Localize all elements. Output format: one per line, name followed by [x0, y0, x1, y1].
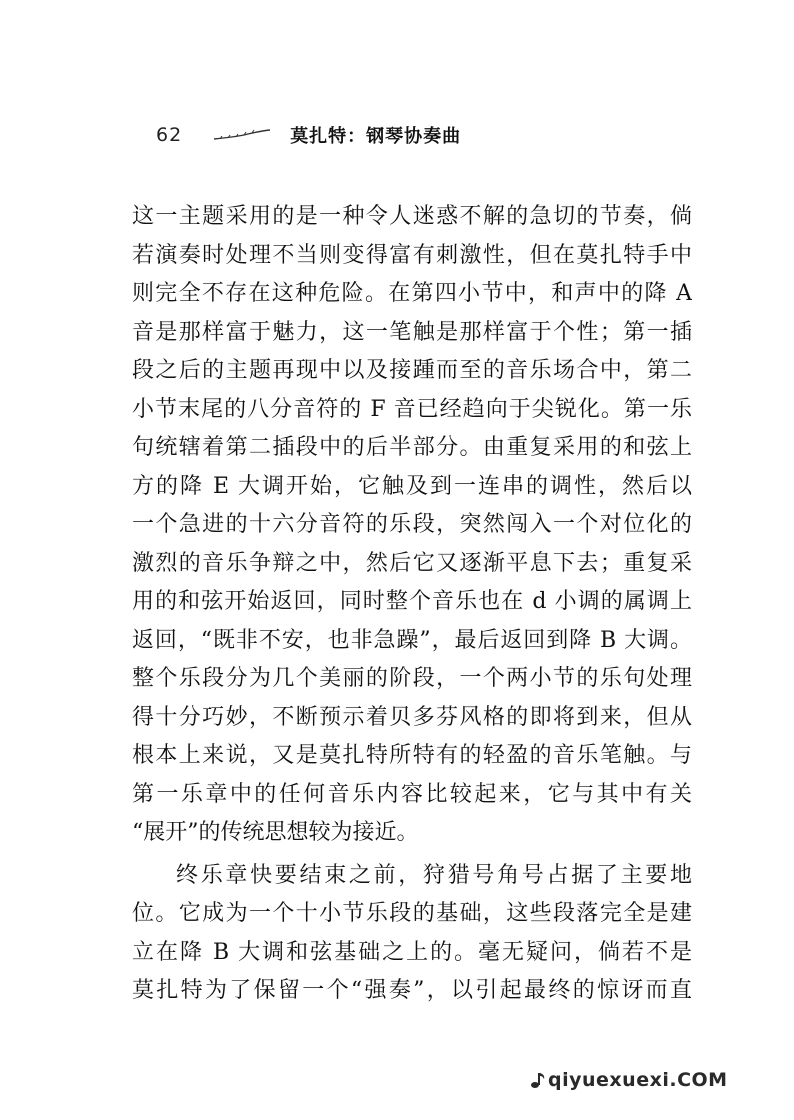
- text-line: 用的和弦开始返回，同时整个音乐也在 d 小调的属调上: [132, 589, 692, 614]
- text-line: 第一乐章中的任何音乐内容比较起来，它与其中有关: [132, 781, 692, 807]
- site-watermark: [530, 1069, 728, 1091]
- paragraph: [132, 198, 692, 853]
- text-line: 激烈的音乐争辩之中，然后它又逐渐平息下去；重复采: [132, 550, 692, 576]
- text-line: 整个乐段分为几个美丽的阶段，一个两小节的乐句处理: [132, 666, 692, 691]
- text-line: 音是那样富于魅力，这一笔触是那样富于个性；第一插: [132, 319, 692, 345]
- text-line: 一个急进的十六分音符的乐段，突然闯入一个对位化的: [132, 512, 692, 537]
- text-line: 小节末尾的八分音符的 F 音已经趋向于尖锐化。第一乐: [132, 396, 692, 422]
- text-line: 则完全不存在这种危险。在第四小节中，和声中的降 A: [132, 281, 692, 306]
- text-line: 这一主题采用的是一种令人迷惑不解的急切的节奏，倘: [132, 204, 692, 229]
- ornament-flourish-icon: [212, 128, 272, 142]
- paragraph: [132, 857, 692, 1011]
- page-number: 62: [156, 124, 183, 146]
- text-line: 段之后的主题再现中以及接踵而至的音乐场合中，第二: [132, 358, 692, 383]
- body-text: [132, 198, 692, 1011]
- text-line: 返回，“既非不安，也非急躁”，最后返回到降 B 大调。: [132, 627, 692, 653]
- music-note-icon: [530, 1071, 546, 1089]
- text-line: 莫扎特为了保留一个“强奏”，以引起最终的惊讶而直: [132, 978, 692, 1003]
- running-title: 莫扎特：钢琴协奏曲: [290, 126, 462, 147]
- text-line: 终乐章快要结束之前，狩猎号角号占据了主要地: [176, 862, 692, 888]
- text-line: 得十分巧妙，不断预示着贝多芬风格的即将到来，但从: [132, 704, 692, 730]
- text-line: 若演奏时处理不当则变得富有刺激性，但在莫扎特手中: [132, 242, 692, 268]
- text-line: 方的降 E 大调开始，它触及到一连串的调性，然后以: [132, 473, 692, 499]
- watermark-text: qiyuexuexi.COM: [548, 1069, 728, 1091]
- text-line: 句统辖着第二插段中的后半部分。由重复采用的和弦上: [132, 435, 692, 460]
- text-line: 立在降 B 大调和弦基础之上的。毫无疑问，倘若不是: [132, 939, 692, 965]
- text-line: 根本上来说，又是莫扎特所特有的轻盈的音乐笔触。与: [132, 743, 692, 768]
- text-line: “展开”的传统思想较为接近。: [132, 820, 419, 845]
- text-line: 位。它成为一个十小节乐段的基础，这些段落完全是建: [132, 901, 692, 926]
- page-header: [156, 120, 461, 150]
